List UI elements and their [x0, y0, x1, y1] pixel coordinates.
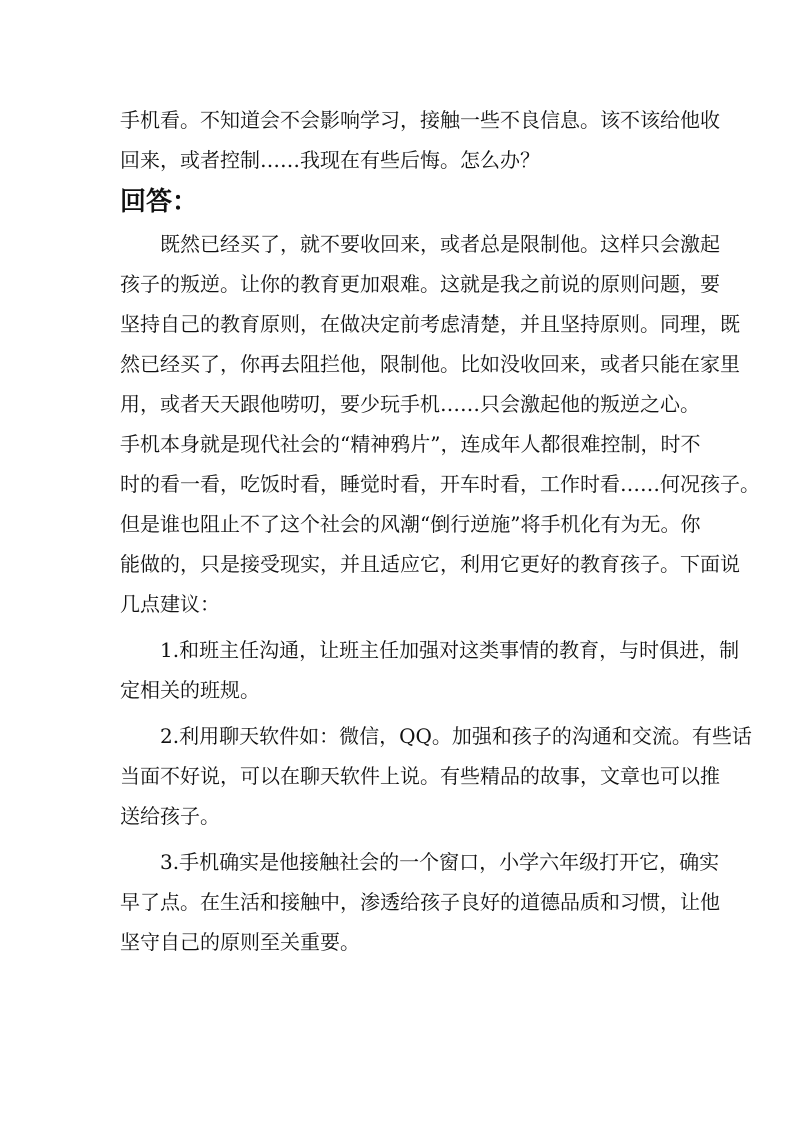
- suggestion-item-1: [120, 630, 740, 710]
- paragraph-line: 能做的，只是接受现实，并且适应它，利用它更好的教育孩子。下面说: [120, 552, 740, 576]
- paragraph-line: 几点建议：: [120, 592, 220, 616]
- suggestion-line: 定相关的班规。: [120, 678, 260, 702]
- paragraph-line: 手机本身就是现代社会的“精神鸦片”，连成年人都很难控制，时不: [120, 432, 701, 456]
- suggestion-line: 早了点。在生活和接触中，渗透给孩子良好的道德品质和习惯，让他: [120, 890, 720, 914]
- paragraph-line: 然已经买了，你再去阻拦他，限制他。比如没收回来，或者只能在家里: [120, 352, 740, 376]
- answer-paragraph-1: [120, 224, 740, 424]
- suggestion-line: 当面不好说，可以在聊天软件上说。有些精品的故事，文章也可以推: [120, 764, 720, 788]
- document-body: [120, 100, 760, 962]
- paragraph-line: 时的看一看，吃饭时看，睡觉时看，开车时看，工作时看……何况孩子。: [120, 472, 760, 496]
- paragraph-line: 坚持自己的教育原则，在做决定前考虑清楚，并且坚持原则。同理，既: [120, 312, 740, 336]
- paragraph-line: 孩子的叛逆。让你的教育更加艰难。这就是我之前说的原则问题，要: [120, 272, 720, 296]
- answer-heading: 回答：: [120, 187, 199, 217]
- suggestion-item-3: [120, 842, 720, 962]
- suggestion-item-2: [120, 716, 752, 836]
- intro-line: 回来，或者控制……我现在有些后悔。怎么办？: [120, 148, 540, 172]
- answer-paragraph-2: [120, 424, 760, 624]
- paragraph-line: 但是谁也阻止不了这个社会的风潮“倒行逆施”将手机化有为无。你: [120, 512, 701, 536]
- suggestion-line: 1.和班主任沟通，让班主任加强对这类事情的教育，与时俱进，制: [160, 638, 740, 662]
- suggestion-line: 坚守自己的原则至关重要。: [120, 930, 360, 954]
- paragraph-line: 用，或者天天跟他唠叨，要少玩手机……只会激起他的叛逆之心。: [120, 392, 700, 416]
- suggestion-line: 2.利用聊天软件如：微信，QQ。加强和孩子的沟通和交流。有些话: [160, 724, 752, 748]
- suggestion-line: 送给孩子。: [120, 804, 220, 828]
- paragraph-line: 既然已经买了，就不要收回来，或者总是限制他。这样只会激起: [160, 232, 720, 256]
- suggestion-line: 3.手机确实是他接触社会的一个窗口，小学六年级打开它，确实: [160, 850, 720, 874]
- intro-line: 手机看。不知道会不会影响学习，接触一些不良信息。该不该给他收: [120, 108, 720, 132]
- intro-paragraph: [120, 100, 720, 180]
